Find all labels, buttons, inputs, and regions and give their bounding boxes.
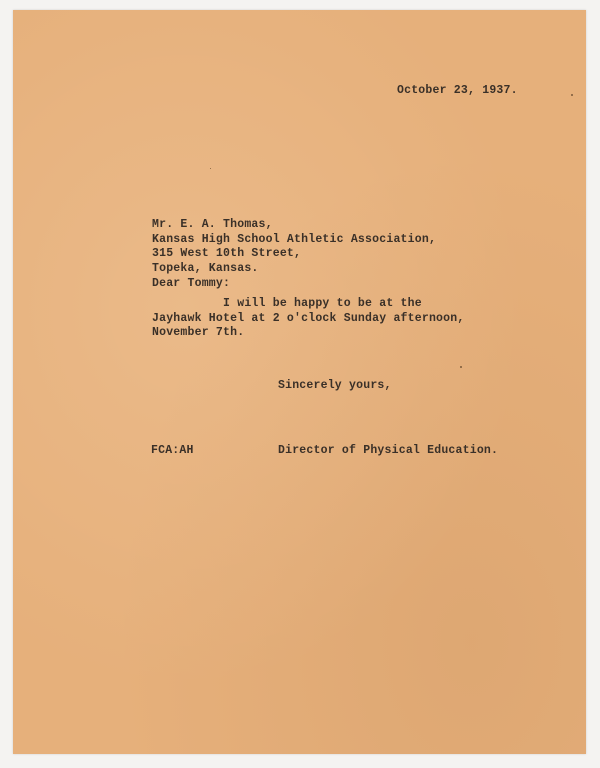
paper-speck — [210, 168, 211, 169]
reference-initials: FCA:AH — [151, 444, 194, 457]
salutation: Dear Tommy: — [152, 277, 231, 290]
body-line: I will be happy to be at the — [152, 297, 422, 310]
letter-date: October 23, 1937. — [397, 84, 518, 97]
letter-body — [152, 297, 464, 341]
body-line: November 7th. — [152, 326, 245, 339]
recipient-organization: Kansas High School Athletic Association, — [152, 232, 437, 246]
paper-speck — [571, 94, 573, 96]
recipient-street: 315 West 10th Street, — [152, 247, 302, 260]
body-line: Jayhawk Hotel at 2 o'clock Sunday afternoon, — [152, 311, 465, 325]
recipient-city: Topeka, Kansas. — [152, 261, 259, 275]
recipient-name: Mr. E. A. Thomas, — [152, 218, 273, 231]
signer-title: Director of Physical Education. — [278, 444, 499, 457]
paper-speck — [460, 366, 462, 368]
closing: Sincerely yours, — [278, 379, 392, 392]
recipient-address — [152, 218, 436, 276]
